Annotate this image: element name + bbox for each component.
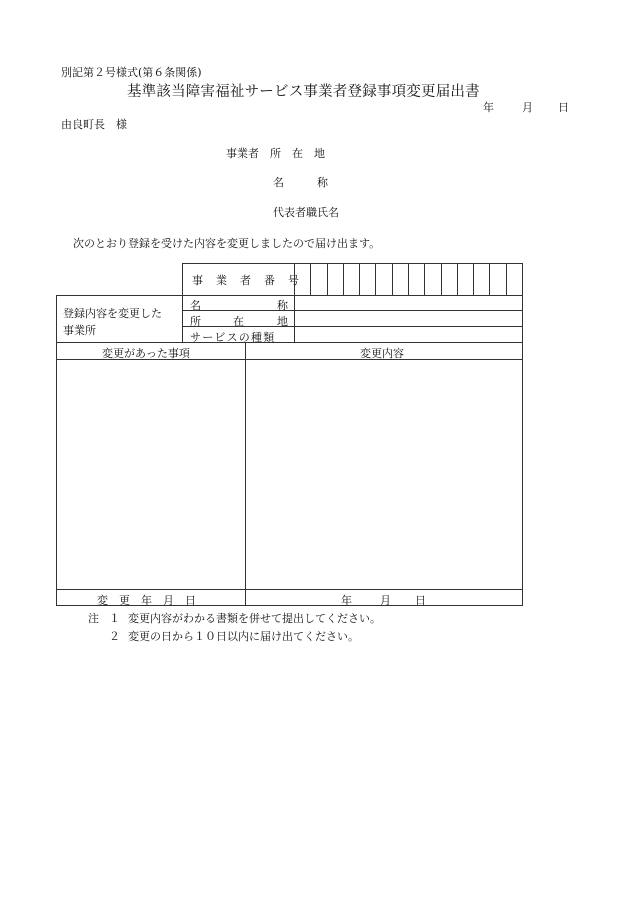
business-number-digit-cell xyxy=(457,263,473,296)
business-number-digit-cell xyxy=(489,263,505,296)
business-number-label: 事 業 者 番 号 xyxy=(192,274,300,287)
change-date-label: 変 更 年 月 日 xyxy=(97,594,196,607)
note-2-text: 変更の日から１０日以内に届け出てください。 xyxy=(128,630,359,643)
business-number-digit-cell xyxy=(506,263,522,296)
business-number-digit-cell xyxy=(310,263,326,296)
change-date-year: 年 xyxy=(341,594,352,607)
office-top-line xyxy=(56,295,523,296)
office-address-label-a: 所 xyxy=(190,315,201,328)
change-date-top-line xyxy=(56,589,523,590)
business-number-digit-cell xyxy=(424,263,440,296)
change-column-divider xyxy=(245,342,246,605)
business-number-digit-cell xyxy=(359,263,375,296)
applicant-name-label: 名 称 xyxy=(273,176,328,189)
office-label-divider xyxy=(182,295,183,343)
business-number-digit-cell xyxy=(375,263,391,296)
office-label-line2: 事業所 xyxy=(63,324,96,337)
business-number-digit-cell xyxy=(343,263,359,296)
business-number-digit-cell xyxy=(327,263,343,296)
note-2-number: ２ xyxy=(109,630,120,643)
form-reference: 別記第２号様式(第６条関係) xyxy=(61,66,202,79)
document-title: 基準該当障害福祉サービス事業者登録事項変更届出書 xyxy=(127,84,480,100)
office-bottom-line xyxy=(56,342,523,343)
changed-item-header: 変更があった事項 xyxy=(102,347,190,360)
office-name-label-b: 称 xyxy=(277,299,288,312)
service-type-label: サービスの種類 xyxy=(190,331,276,344)
office-address-label-c: 地 xyxy=(277,315,288,328)
office-name-label-a: 名 xyxy=(190,299,201,312)
applicant-representative-label: 代表者職氏名 xyxy=(273,206,339,219)
business-number-digit-cell xyxy=(392,263,408,296)
business-number-digit-cell xyxy=(408,263,424,296)
note-1-text: 変更内容がわかる書類を併せて提出してください。 xyxy=(128,612,381,625)
office-name-line xyxy=(182,310,523,311)
change-content-header: 変更内容 xyxy=(360,347,404,360)
date-month-label: 月 xyxy=(522,101,533,114)
note-1-number: １ xyxy=(109,612,120,625)
date-year-label: 年 xyxy=(483,101,494,114)
office-label-line1: 登録内容を変更した xyxy=(63,307,162,320)
business-number-digit-cell xyxy=(441,263,457,296)
date-day-label: 日 xyxy=(558,101,569,114)
applicant-address-label: 事業者 所 在 地 xyxy=(226,147,325,160)
business-number-digit-cell xyxy=(473,263,489,296)
recipient: 由良町長 様 xyxy=(61,118,127,131)
intro-text: 次のとおり登録を受けた内容を変更しましたので届け出ます。 xyxy=(73,237,381,250)
note-prefix: 注 xyxy=(88,612,99,625)
change-date-day: 日 xyxy=(415,594,426,607)
office-address-label-b: 在 xyxy=(233,315,244,328)
change-date-month: 月 xyxy=(380,594,391,607)
